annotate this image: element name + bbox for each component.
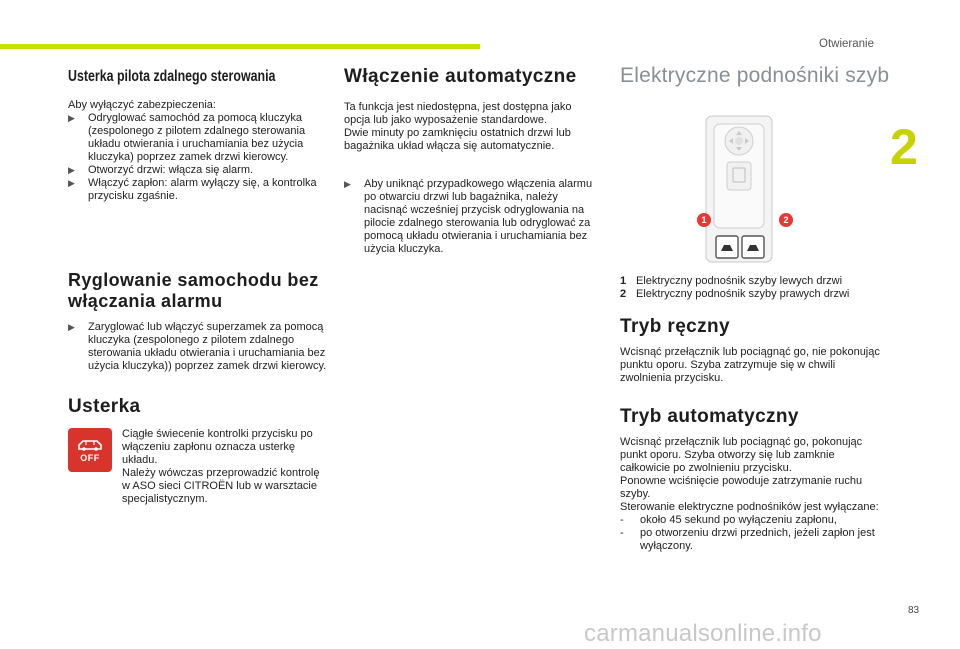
section-manual-mode [620, 316, 882, 385]
section-auto-mode [620, 406, 882, 553]
list-item: - około 45 sekund po wyłączeniu zapłonu, [620, 513, 837, 526]
arrow-icon: ▶ [344, 178, 351, 189]
legend-item: 2 Elektryczny podnośnik szyby prawych drzwi [620, 288, 850, 300]
callout-1: 1 [697, 213, 711, 227]
heading-lock-no-alarm: Ryglowanie samochodu bez włączania alarmu [68, 270, 319, 311]
heading-power-windows: Elektryczne podnośniki szyb [620, 64, 890, 87]
heading-auto-mode: Tryb automatyczny [620, 406, 799, 427]
heading-fault: Usterka [68, 396, 141, 417]
auto-mode-paragraph-2: Ponowne wciśnięcie powoduje zatrzymanie ruchu szyby. [620, 474, 863, 500]
arrow-icon: ▶ [68, 322, 75, 333]
chapter-number: 2 [890, 119, 918, 175]
list-item: ▶ Otworzyć drzwi: włącza się alarm. [68, 164, 254, 176]
watermark: carmanualsonline.info [584, 620, 822, 647]
fault-paragraph-1: Ciągłe świecenie kontrolki przycisku po włączeniu zapłonu oznacza usterkę układu. [122, 428, 313, 466]
legend-item: 1 Elektryczny podnośnik szyby lewych drzwi [620, 275, 843, 287]
heading-remote-fault: Usterka pilota zdalnego sterowania [68, 68, 276, 85]
auto-paragraph-1: Ta funkcja jest niedostępna, jest dostępna jako opcja lub jako wyposażenie standardowe. [344, 100, 572, 126]
alarm-warning-icon [68, 428, 112, 472]
auto-paragraph-2: Dwie minuty po zamknięciu ostatnich drzwi lub bagażnika układ włącza się automatycznie. [344, 126, 571, 152]
list-item: - po otworzeniu drzwi przednich, jeżeli zapłon jest wyłączony. [620, 526, 875, 552]
column-right [620, 64, 890, 88]
auto-mode-paragraph-1: Wcisnąć przełącznik lub pociągnąć go, pokonując punkt oporu. Szyba otworzy się lub zamknie całkowicie po zwolnieniu przycisku. [620, 435, 863, 474]
fault-text [122, 428, 322, 506]
list-item: ▶ Aby uniknąć przypadkowego włączenia alarmu po otwarciu drzwi lub bagażnika, należy nacisnąć wcześniej przycisk odryglowania na pilocie zdalnego sterowania lub odryglować za pomocą układu otwierania i uruchamiania bez użycia kluczyka. [344, 177, 593, 255]
list-item: ▶ Zaryglować lub włączyć superzamek za pomocą kluczyka (zespolonego z pilotem zdalnego sterowania układu otwierania i uruchamiania bez użycia kluczyka)) poprzez zamek drzwi kierowcy. [68, 321, 327, 373]
callout-2: 2 [779, 213, 793, 227]
arrow-icon: ▶ [68, 165, 75, 175]
list-item: ▶ Włączyć zapłon: alarm wyłączy się, a kontrolka przycisku zgaśnie. [68, 177, 317, 202]
section-label: Otwieranie [819, 38, 874, 50]
column-middle [344, 66, 600, 256]
auto-mode-paragraph-3: Sterowanie elektryczne podnośników jest wyłączane: [620, 500, 879, 513]
list-item: ▶ Odryglować samochód za pomocą kluczyka (zespolonego z pilotem zdalnego sterowania układu otwierania i uruchamiania bez użycia kluczyka) poprzez zamek drzwi kierowcy. [68, 112, 306, 163]
arrow-icon: ▶ [68, 113, 75, 123]
heading-manual-mode: Tryb ręczny [620, 316, 731, 337]
manual-paragraph: Wcisnąć przełącznik lub pociągnąć go, nie pokonując punktu oporu. Szyba zatrzymuje się w chwili zwolnienia przycisku. [620, 345, 880, 384]
fault-paragraph-2: Należy wówczas przeprowadzić kontrolę w ASO sieci CITROËN lub w warsztacie specjalistycznym. [122, 467, 320, 505]
section-lock-no-alarm [68, 270, 333, 373]
off-label: OFF [80, 452, 100, 463]
column-left [68, 68, 328, 203]
legend [620, 275, 890, 301]
section-fault [68, 396, 141, 418]
heading-auto-activation: Włączenie automatyczne [344, 66, 577, 87]
page-number: 83 [908, 605, 920, 616]
arrow-icon: ▶ [68, 178, 75, 188]
intro-text: Aby wyłączyć zabezpieczenia: [68, 99, 216, 111]
car-alarm-icon [75, 438, 105, 452]
accent-bar [0, 44, 480, 49]
window-switch-illustration [700, 114, 778, 264]
